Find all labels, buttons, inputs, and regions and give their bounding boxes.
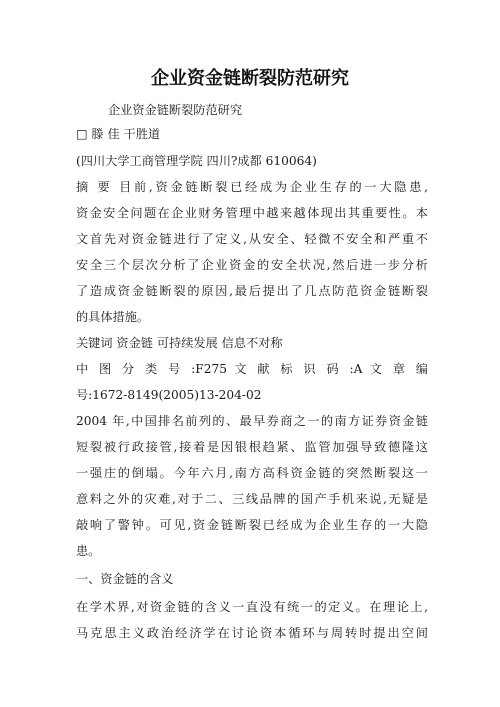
- abstract-line: 摘 要 目前,资金链断裂已经成为企业生存的一大隐患,: [76, 180, 428, 194]
- author-line: □ 滕 佳 干胜道: [76, 127, 161, 141]
- abstract-line: 的具体措施。: [76, 310, 150, 324]
- keywords: 关键词 资金链 可持续发展 信息不对称: [76, 336, 283, 350]
- affiliation: (四川大学工商管理学院 四川?成都 610064): [76, 154, 317, 168]
- subtitle: 企业资金链断裂防范研究: [108, 103, 243, 117]
- intro-line: 一强庄的倒塌。今年六月,南方高科资金链的突然断裂这一: [76, 466, 428, 480]
- intro-line: 意料之外的灾难,对于二、三线品牌的国产手机来说,无疑是: [76, 492, 428, 506]
- abstract-line: 文首先对资金链进行了定义,从安全、轻微不安全和严重不: [76, 232, 428, 246]
- abstract-line: 安全三个层次分析了企业资金的安全状况,然后进一步分析: [76, 258, 428, 272]
- abstract-line: 了造成资金链断裂的原因,最后提出了几点防范资金链断裂: [76, 284, 428, 298]
- document-title: 企业资金链断裂防范研究: [151, 68, 349, 89]
- section-line: 在学术界,对资金链的含义一直没有统一的定义。在理论上,: [76, 600, 428, 614]
- classification-line: 中 图 分 类 号 :F275 文 献 标 识 码 :A 文 章 编: [76, 362, 428, 376]
- section-line: 马克思主义政治经济学在讨论资本循环与周转时提出空间: [76, 626, 428, 640]
- intro-line: 敲响了警钟。可见,资金链断裂已经成为企业生存的一大隐: [76, 518, 428, 532]
- intro-line: 短裂被行政接管,接着是因银根趋紧、监管加强导致德隆这: [76, 440, 428, 454]
- intro-line: 患。: [76, 544, 101, 558]
- abstract-line: 资金安全问题在企业财务管理中越来越体现出其重要性。本: [76, 206, 428, 220]
- intro-line: 2004 年,中国排名前列的、最早券商之一的南方证券资金链: [76, 414, 428, 428]
- classification-line: 号:1672-8149(2005)13-204-02: [76, 388, 262, 402]
- section-heading: 一、资金链的含义: [76, 572, 174, 586]
